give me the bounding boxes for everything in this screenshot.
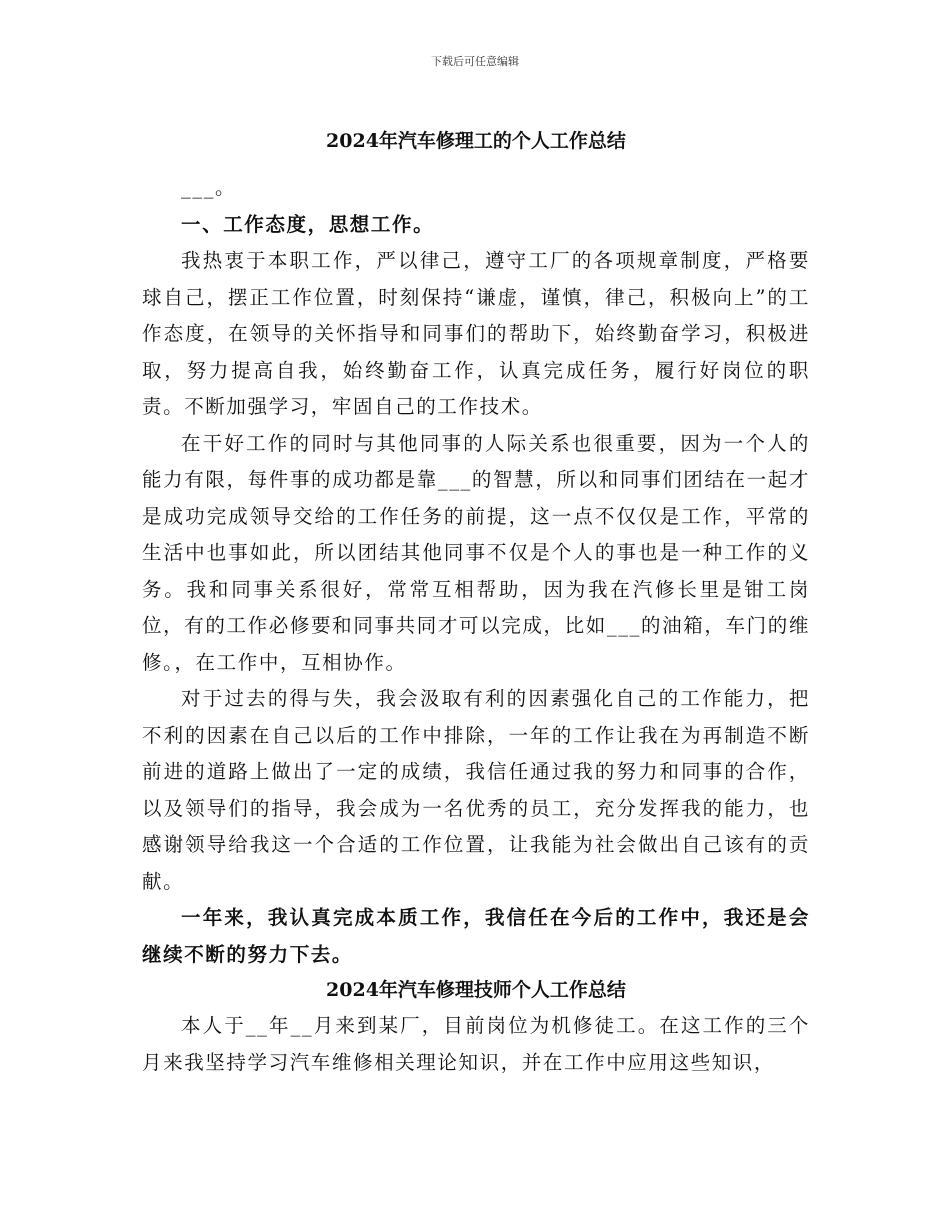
- paragraph-conclusion: 一年来，我认真完成本质工作，我信任在今后的工作中，我还是会继续不断的努力下去。: [142, 906, 810, 966]
- section-heading: 一、工作态度，思想工作。: [181, 212, 435, 236]
- paragraph-blank: ___。: [181, 176, 237, 199]
- document-body: [142, 120, 810, 1081]
- paragraph-work-attitude: 我热衷于本职工作，严以律己，遵守工厂的各项规章制度，严格要球自己，摆正工作位置，时刻保持“谦虚，谨慎，律己，积极向上”的工作态度，在领导的关怀指导和同事们的帮助下，始终勤奋学习，积极进取，努力提高自我，始终勤奋工作，认真完成任务，履行好岗位的职责。不断加强学习，牢固自己的工作技术。: [142, 249, 810, 418]
- paragraph-colleagues: 在干好工作的同时与其他同事的人际关系也很重要，因为一个人的能力有限，每件事的成功都是靠___的智慧，所以和同事们团结在一起才是成功完成领导交给的工作任务的前提，这一点不仅仅是工作，平常的生活中也事如此，所以团结其他同事不仅是个人的事也是一种工作的义务。我和同事关系很好，常常互相帮助，因为我在汽修长里是钳工岗位，有的工作必修要和同事共同才可以完成，比如___的油箱，车门的维修。，在工作中，互相协作。: [142, 431, 810, 674]
- paragraph-gains-losses: 对于过去的得与失，我会汲取有利的因素强化自己的工作能力，把不利的因素在自己以后的工作中排除，一年的工作让我在为再制造不断前进的道路上做出了一定的成绩，我信任通过我的努力和同事的合作，以及领导们的指导，我会成为一名优秀的员工，充分发挥我的能力，也感谢领导给我这一个合适的工作位置，让我能为社会做出自己该有的贡献。: [142, 687, 810, 893]
- second-document-title: 2024年汽车修理技师个人工作总结: [326, 979, 626, 1001]
- paragraph-second-intro: 本人于__年__月来到某厂，目前岗位为机修徒工。在这工作的三个月来我坚持学习汽车维修相关理论知识，并在工作中应用这些知识，: [142, 1014, 810, 1074]
- document-title: 2024年汽车修理工的个人工作总结: [326, 130, 626, 152]
- header-note: 下载后可任意编辑: [431, 55, 519, 68]
